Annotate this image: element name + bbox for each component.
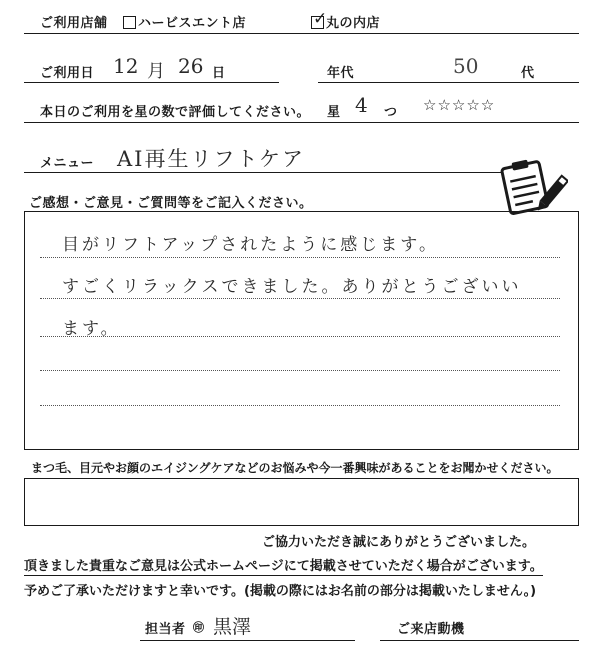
visit-date-underline [24, 82, 279, 83]
store-label: ご利用店舗 [40, 16, 108, 31]
menu-value[interactable]: AI再生リフトケア [117, 147, 306, 171]
menu-underline [24, 172, 502, 173]
staff-name[interactable]: 黒澤 [213, 616, 252, 638]
rating-suffix: つ [384, 105, 398, 120]
concerns-box[interactable] [24, 478, 579, 526]
comments-rule-3 [40, 336, 560, 337]
store-option-marunouchi[interactable] [311, 9, 381, 31]
motive-underline [380, 640, 579, 641]
store-underline [24, 33, 579, 34]
visit-date-month-unit: 月 [147, 61, 165, 82]
menu-label: メニュー [40, 156, 95, 171]
thanks-message: ご協力いただき誠にありがとうございました。 [262, 535, 536, 550]
age-underline [318, 82, 579, 83]
comments-rule-2 [40, 298, 560, 299]
store-checkbox-marunouchi[interactable] [311, 9, 328, 29]
comments-line-2: すごくリラックスできました。ありがとうございい [62, 277, 522, 297]
store-option-harbis[interactable] [123, 12, 246, 31]
comments-label: ご感想・ご意見・ご質問等をご記入ください。 [29, 196, 313, 211]
age-value[interactable]: 50 [453, 54, 479, 78]
comments-rule-4 [40, 370, 560, 371]
age-unit: 代 [521, 66, 535, 81]
notice-line-1: 頂きました貴重なご意見は公式ホームページにて掲載させていただく場合がございます。 [24, 555, 543, 576]
check-mark-icon: ✓ [313, 9, 328, 29]
staff-label: 担当者 [145, 622, 186, 637]
rating-underline [24, 122, 579, 123]
age-label: 年代 [327, 66, 355, 81]
rating-prefix: 星 [327, 105, 341, 120]
visit-date-month[interactable]: 12 [113, 54, 139, 78]
concerns-label: まつ毛、目元やお顔のエイジングケアなどのお悩みや今一番興味があることをお聞かせください。 [31, 461, 559, 475]
comments-line-1: 目がリフトアップされたように感じます。 [62, 235, 439, 255]
visit-date-day[interactable]: 26 [178, 54, 204, 78]
notice-line-2: 予めご了承いただけますと幸いです。(掲載の際にはお名前の部分は掲載いたしません。) [24, 584, 537, 599]
store-checkbox-harbis[interactable] [123, 16, 136, 29]
comments-line-3: ます。 [62, 319, 121, 339]
staff-underline [140, 640, 355, 641]
store-option-marunouchi-label: 丸の内店 [326, 16, 381, 31]
comments-rule-1 [40, 257, 560, 258]
rating-stars-icon[interactable]: ☆☆☆☆☆ [423, 96, 496, 114]
motive-label: ご来店動機 [397, 622, 465, 637]
stamp-icon: ㊞ [193, 621, 205, 634]
store-option-harbis-label: ハービスエント店 [138, 16, 247, 31]
comments-rule-5 [40, 405, 560, 406]
visit-date-day-unit: 日 [212, 66, 226, 81]
rating-value[interactable]: 4 [355, 93, 368, 117]
visit-date-label: ご利用日 [40, 66, 95, 81]
clipboard-pencil-icon [498, 158, 568, 216]
rating-question: 本日のご利用を星の数で評価してください。 [40, 105, 311, 120]
